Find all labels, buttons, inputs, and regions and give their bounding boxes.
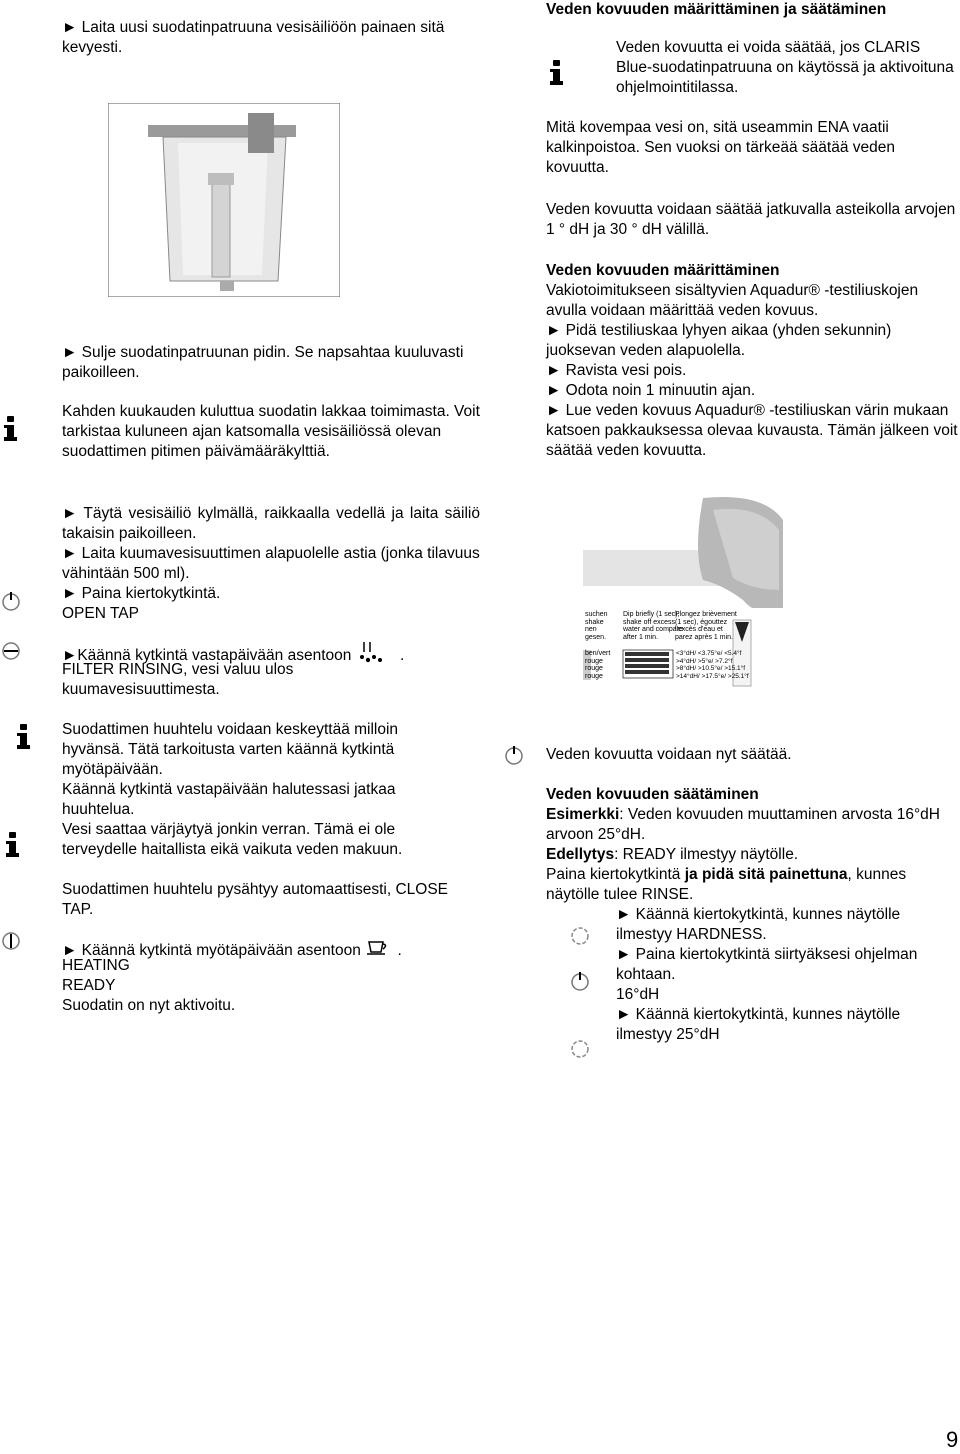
step-press-menu: ► Paina kiertokytkintä siirtyäksesi ohjelman kohtaan.: [616, 946, 918, 983]
rotary-knob-cw-icon: [0, 930, 22, 952]
info-icon: [3, 416, 17, 442]
step-fill-tank: ► Täytä vesisäiliö kylmällä, raikkaalla vedellä ja laita säiliö takaisin paikoilleen.: [62, 505, 480, 542]
strip-text: (1 sec), égouttez: [675, 618, 728, 626]
p-can-adjust: Veden kovuutta voidaan nyt säätää.: [546, 746, 792, 763]
filter-activated-text: Suodatin on nyt aktivoitu.: [62, 997, 236, 1014]
example-label: Esimerkki: [546, 806, 620, 823]
section-heading: Veden kovuuden määrittäminen ja säätäminen: [546, 1, 887, 18]
example-text: : Veden kovuuden muuttaminen arvosta 16°dH arvoon 25°dH.: [546, 806, 940, 843]
press-hold-pre: Paina kiertokytkintä: [546, 866, 685, 883]
h-determine-hardness: Veden kovuuden määrittäminen: [546, 262, 780, 279]
step-place-container: ► Laita kuumavesisuuttimen alapuolelle astia (jonka tilavuus vähintään 500 ml).: [62, 545, 480, 582]
info-icon: [5, 832, 19, 858]
precondition-label: Edellytys: [546, 846, 615, 863]
strip-text: suchen: [585, 611, 608, 618]
display-open-tap: OPEN TAP: [62, 605, 139, 622]
step-turn-cw-end: .: [397, 942, 402, 959]
precondition-text: : READY ilmestyy näytölle.: [614, 846, 799, 863]
strip-text: shake: [585, 618, 604, 626]
step-turn-ccw-text: ►Käännä kytkintä vastapäivään asentoon: [62, 647, 352, 664]
strip-text: Dip briefly (1 sec),: [623, 611, 680, 618]
info-auto-stop: Suodattimen huuhtelu pysähtyy automaattisesti, CLOSE TAP.: [62, 881, 448, 918]
press-hold-bold: ja pidä sitä painettuna: [684, 866, 848, 883]
strip-text: shake off excess: [623, 618, 676, 626]
display-ready: READY: [62, 977, 116, 994]
strip-text: >4°dH/ >5°e/ >7.2°f: [676, 657, 733, 665]
info-claris: Veden kovuutta ei voida säätää, jos CLARIS Blue-suodatinpatruuna on käytössä ja aktivoituna ohjelmointitilassa.: [616, 39, 954, 96]
display-filter-rinsing: FILTER RINSING, vesi valuu ulos kuumavesisuuttimesta.: [62, 661, 294, 698]
p-harder-water: Mitä kovempaa vesi on, sitä useammin ENA vaatii kalkinpoistoa. Sen vuoksi on tärkeää säätää veden kovuutta.: [546, 119, 895, 176]
rotary-knob-press-icon: [503, 744, 525, 766]
rotary-knob-turn-icon: [569, 925, 591, 947]
info-icon: [16, 724, 30, 750]
rotary-knob-press-icon: [0, 590, 22, 612]
p-hardness-range: Veden kovuutta voidaan säätää jatkuvalla asteikolla arvojen 1 ° dH ja 30 ° dH välillä.: [546, 201, 956, 238]
step-hold-strip: ► Pidä testiliuskaa lyhyen aikaa (yhden sekunnin) juoksevan veden alapuolella.: [546, 322, 892, 359]
strip-text: l'excès d'eau et: [675, 626, 723, 633]
step-shake: ► Ravista vesi pois.: [546, 362, 687, 379]
p-precondition: [546, 845, 960, 865]
step-press-knob: ► Paina kiertokytkintä.: [62, 585, 221, 602]
info-continue-rinse: Käännä kytkintä vastapäivään halutessasi jatkaa huuhtelua.: [62, 781, 396, 818]
strip-text: parez après 1 min.: [675, 633, 733, 641]
rotary-knob-turn-icon: [569, 1038, 591, 1060]
strip-text: ben/vert: [585, 650, 611, 657]
h-adjust-hardness: Veden kovuuden säätäminen: [546, 786, 759, 803]
step-hardness: ► Käännä kiertokytkintä, kunnes näytölle ilmestyy HARDNESS.: [616, 906, 901, 943]
strip-col3: [675, 611, 737, 641]
strip-text: rouge: [585, 665, 603, 672]
info-interrupt-rinse: Suodattimen huuhtelu voidaan keskeyttää milloin hyvänsä. Tätä tarkoitusta varten käännä kytkintä myötäpäivään.: [62, 721, 399, 778]
test-strip-illustration: [583, 490, 783, 688]
info-filter-two-months: Kahden kuukauden kuluttua suodatin lakkaa toimimasta. Voit tarkistaa kuluneen ajan katsomalla vesisäiliössä olevan suodattimen pitimen päivämääräkylttiä.: [62, 403, 480, 460]
info-icon: [549, 60, 563, 86]
strip-col1: [585, 611, 608, 641]
press-hold-post: , kunnes näytölle tulee RINSE.: [546, 866, 907, 903]
p-example: [546, 805, 960, 845]
strip-col2: [623, 611, 683, 641]
coffee-cup-icon: [365, 936, 393, 958]
strip-text: rouge: [585, 672, 603, 680]
strip-text: <3°dH/ <3.75°e/ <5.4°f: [676, 650, 742, 657]
step-wait: ► Odota noin 1 minuutin ajan.: [546, 382, 756, 399]
strip-row-labels: [585, 650, 610, 680]
step-close-holder: ► Sulje suodatinpatruunan pidin. Se napsahtaa kuuluvasti paikoilleen.: [62, 344, 464, 381]
step-turn-cw-text: ► Käännä kytkintä myötäpäivään asentoon: [62, 942, 361, 959]
strip-row-values: [676, 650, 749, 680]
strip-text: >14°dH/ >17.5°e/ >25.1°f: [676, 672, 749, 680]
info-discoloration: Vesi saattaa värjäytyä jonkin verran. Tämä ei ole terveydelle haitallista eikä vaikuta veden makuun.: [62, 821, 403, 858]
water-tank-illustration: [108, 103, 340, 297]
display-heating: HEATING: [62, 957, 130, 974]
rotary-knob-press-icon: [569, 970, 591, 992]
display-16dh: 16°dH: [616, 986, 660, 1003]
strip-text: Plongez brièvement: [675, 611, 737, 618]
strip-text: nen: [585, 626, 597, 633]
step-insert-cartridge: ► Laita uusi suodatinpatruuna vesisäiliöön painaen sitä kevyesti.: [62, 19, 445, 56]
strip-text: gesen.: [585, 633, 607, 641]
strip-text: >8°dH/ >10.5°e/ >15.1°f: [676, 665, 746, 672]
strip-text: rouge: [585, 657, 603, 665]
step-read-color: ► Lue veden kovuus Aquadur® -testiliuskan värin mukaan katsoen pakkauksessa olevaa kuvausta. Tämän jälkeen voit säätää veden kovuutta.: [546, 402, 958, 459]
p-aquadur: Vakiotoimitukseen sisältyvien Aquadur® -testiliuskojen avulla voidaan määrittää veden kovuus.: [546, 282, 919, 319]
step-turn-ccw-end: .: [400, 647, 405, 664]
p-press-hold: [546, 865, 960, 905]
step-25dh: ► Käännä kiertokytkintä, kunnes näytölle ilmestyy 25°dH: [616, 1006, 901, 1043]
strip-text: after 1 min.: [623, 633, 659, 641]
rotary-knob-ccw-icon: [0, 640, 22, 662]
strip-text: water and compare: [623, 626, 683, 633]
page-number: 9: [946, 1427, 959, 1452]
